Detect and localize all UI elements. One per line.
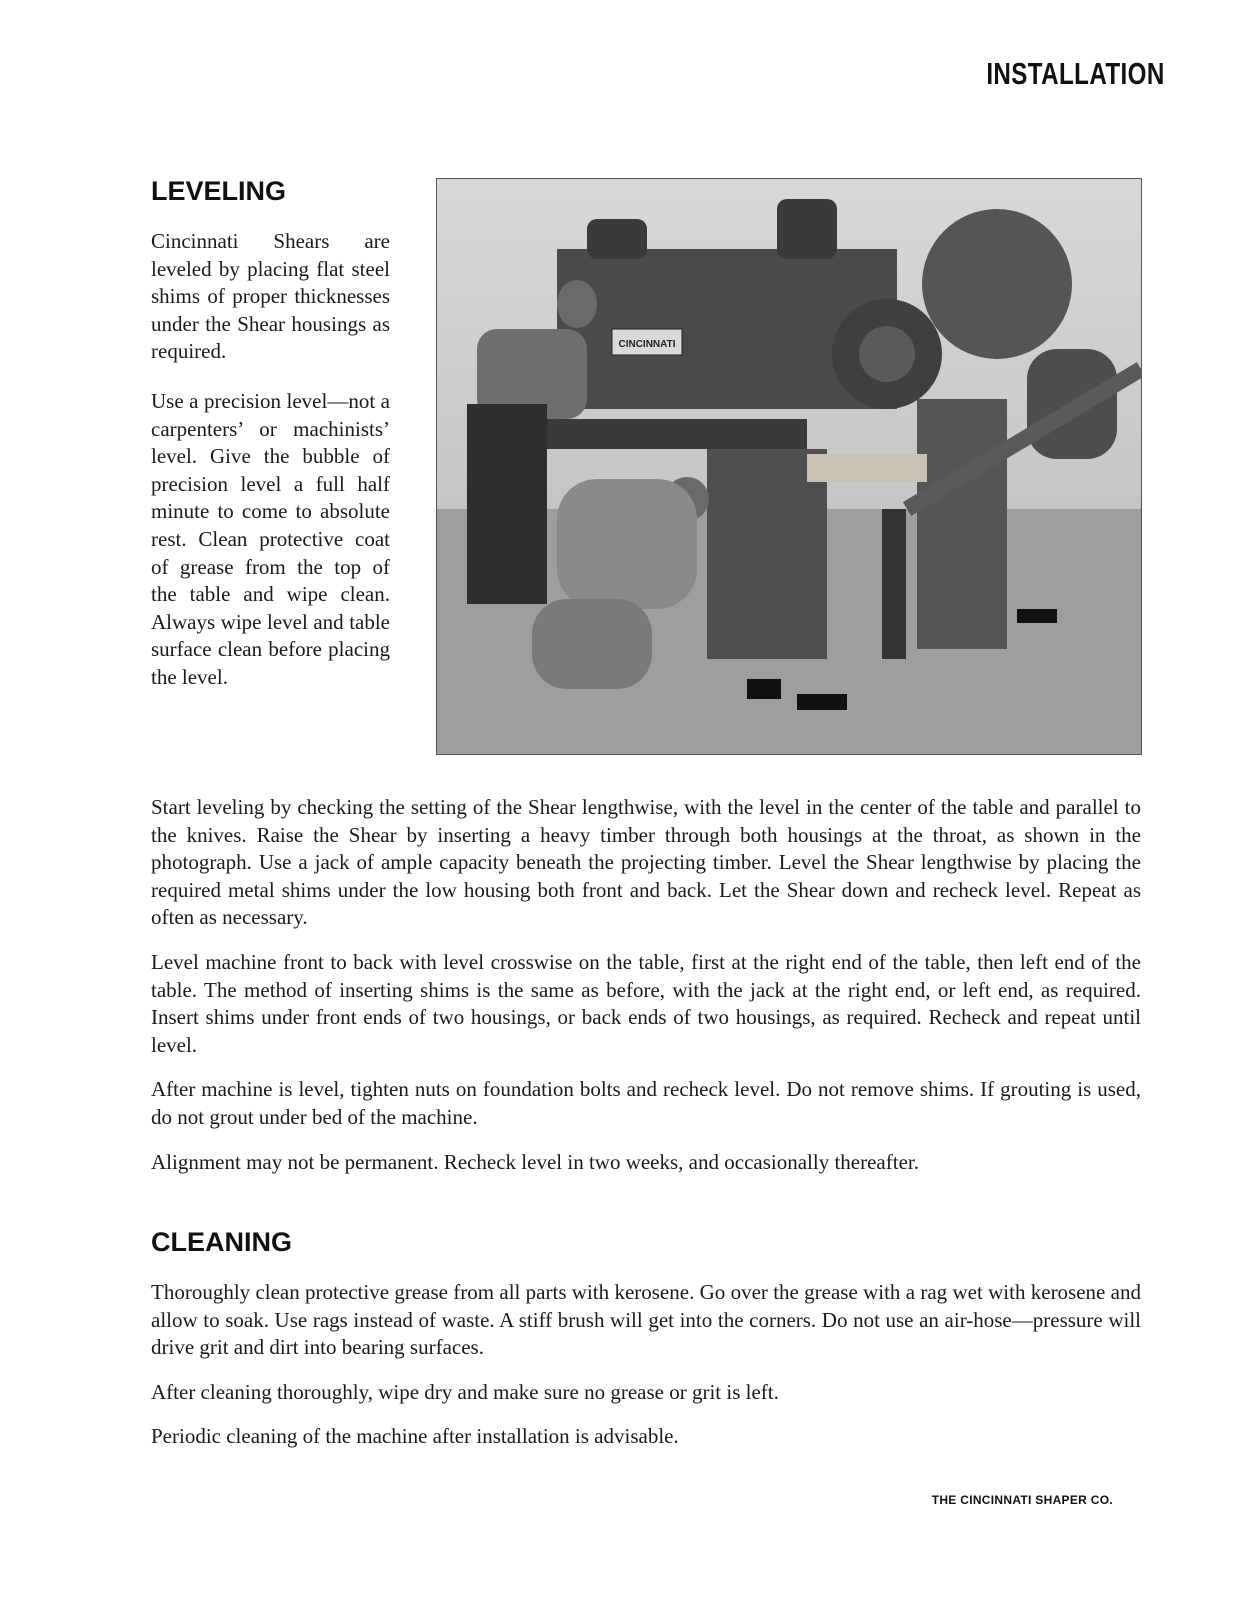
leveling-side-paragraph: Use a precision level—not a carpenters’ or machinists’ level. Give the bubble of precision level a full half minute to come to absolute rest. Clean protective coat of grease from the top of the table and wipe clean. Always wipe level and table surface clean before placing the level.	[151, 388, 390, 689]
leveling-paragraph: Alignment may not be permanent. Recheck level in two weeks, and occasionally thereafter.	[151, 1149, 919, 1174]
cleaning-paragraph: After cleaning thoroughly, wipe dry and make sure no grease or grit is left.	[151, 1379, 779, 1404]
leveling-body	[151, 794, 1141, 1193]
cleaning-body	[151, 1279, 1141, 1468]
leveling-paragraph: Start leveling by checking the setting of the Shear lengthwise, with the level in the center of the table and parallel to the knives. Raise the Shear by inserting a heavy timber through both housings at the throat, as shown in the photograph. Use a jack of ample capacity beneath the projecting timber. Level the Shear lengthwise by placing the required metal shims under the low housing both front and back. Let the Shear down and recheck level. Repeat as often as necessary.	[151, 795, 1141, 930]
cleaning-heading: CLEANING	[151, 1227, 292, 1257]
footer-company: THE CINCINNATI SHAPER CO.	[931, 1493, 1113, 1507]
leveling-paragraph: Level machine front to back with level crosswise on the table, first at the right end of the table, then left end of the table. The method of inserting shims is the same as before, with the jack at the right end, or left end, as required. Insert shims under front ends of two housings, or back ends of two housings, as required. Recheck and repeat until level.	[151, 949, 1141, 1057]
cleaning-paragraph: Thoroughly clean protective grease from all parts with kerosene. Go over the grease with a rag wet with kerosene and allow to soak. Use rags instead of waste. A stiff brush will get into the corners. Do not use an air-hose—pressure will drive grit and dirt into bearing surfaces.	[151, 1280, 1141, 1360]
photo-plate-text: CINCINNATI	[618, 339, 676, 350]
leveling-side-paragraph: Cincinnati Shears are leveled by placing flat steel shims of proper thicknesses under the Shear housings as required.	[151, 229, 390, 364]
leveling-paragraph: After machine is level, tighten nuts on foundation bolts and recheck level. Do not remove shims. If grouting is used, do not grout under bed of the machine.	[151, 1077, 1141, 1129]
leveling-side-column	[151, 228, 390, 714]
page-section-title: INSTALLATION	[986, 56, 1165, 91]
leveling-heading: LEVELING	[151, 176, 287, 206]
cleaning-paragraph: Periodic cleaning of the machine after installation is advisable.	[151, 1424, 679, 1449]
shear-leveling-photo	[436, 178, 1142, 755]
